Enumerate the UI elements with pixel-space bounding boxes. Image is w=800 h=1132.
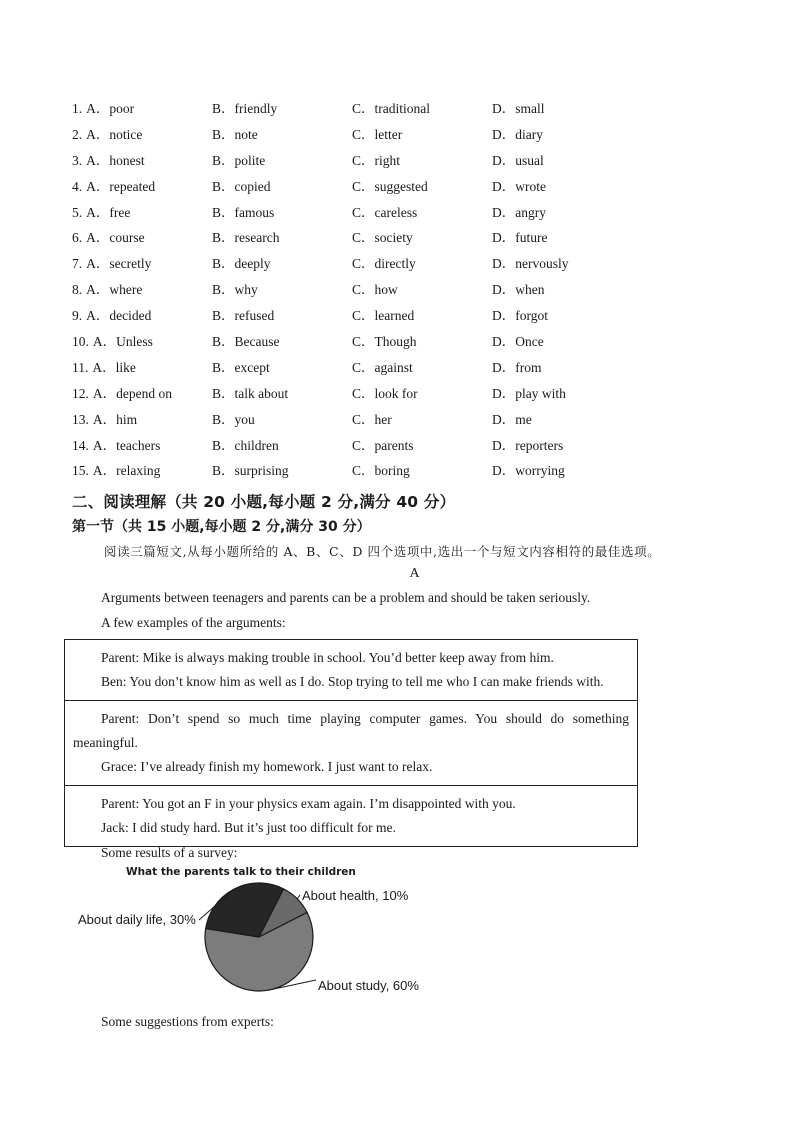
option-d: D．diary bbox=[492, 126, 543, 142]
option-row bbox=[72, 120, 612, 146]
dialogue-line: Ben: You don’t know him as well as I do. Stop trying to tell me who I can make friends with. bbox=[101, 674, 604, 689]
question-number: 6. bbox=[72, 230, 83, 246]
dialogue-line: Parent: Mike is always making trouble in school. You’d better keep away from him. bbox=[101, 650, 554, 665]
question-number: 9. bbox=[72, 308, 83, 324]
option-row bbox=[72, 353, 612, 379]
option-d: D．reporters bbox=[492, 437, 564, 453]
question-number: 5. bbox=[72, 204, 83, 220]
option-b: B．you bbox=[212, 411, 255, 427]
option-c: C．right bbox=[352, 152, 401, 168]
option-d: D．me bbox=[492, 411, 532, 427]
option-c: C．suggested bbox=[352, 178, 428, 194]
option-b: B．note bbox=[212, 126, 258, 142]
option-c: C．look for bbox=[352, 385, 418, 401]
dialogue-jack bbox=[65, 786, 637, 846]
question-number: 14. bbox=[72, 437, 89, 453]
option-c: C．traditional bbox=[352, 100, 430, 116]
option-a-cell bbox=[72, 356, 212, 376]
subsection-title: 第一节（共 15 小题,每小题 2 分,满分 30 分） bbox=[72, 519, 371, 535]
option-a-cell bbox=[72, 408, 212, 428]
option-row bbox=[72, 198, 612, 224]
dialogue-grace bbox=[65, 701, 637, 786]
question-number: 11. bbox=[72, 359, 89, 375]
question-number: 10. bbox=[72, 333, 89, 349]
question-number: 3. bbox=[72, 152, 83, 168]
chart-title: What the parents talk to their children bbox=[126, 866, 356, 878]
option-row bbox=[72, 275, 612, 301]
option-a: A．depend on bbox=[92, 385, 172, 401]
question-number: 7. bbox=[72, 256, 83, 272]
option-b: B．refused bbox=[212, 308, 275, 324]
option-row bbox=[72, 146, 612, 172]
option-a-cell bbox=[72, 382, 212, 402]
survey-intro: Some results of a survey: bbox=[101, 845, 238, 860]
option-a: A．teachers bbox=[92, 437, 161, 453]
option-a: A．relaxing bbox=[92, 463, 161, 479]
option-a: A．secretly bbox=[86, 256, 152, 272]
option-d: D．play with bbox=[492, 385, 566, 401]
option-row bbox=[72, 301, 612, 327]
option-c: C．boring bbox=[352, 463, 410, 479]
option-c: C．her bbox=[352, 411, 392, 427]
option-b: B．except bbox=[212, 359, 270, 375]
option-d: D．nervously bbox=[492, 256, 569, 272]
option-d: D．small bbox=[492, 100, 545, 116]
option-c: C．learned bbox=[352, 308, 415, 324]
option-b: B．famous bbox=[212, 204, 275, 220]
option-c: C．against bbox=[352, 359, 413, 375]
option-a-cell bbox=[72, 226, 212, 246]
question-number: 13. bbox=[72, 411, 89, 427]
option-b: B．friendly bbox=[212, 100, 278, 116]
option-a-cell bbox=[72, 304, 212, 324]
option-c: C．directly bbox=[352, 256, 416, 272]
passage-label: A bbox=[409, 566, 420, 581]
option-b: B．children bbox=[212, 437, 279, 453]
pie-label-health: About health, 10% bbox=[302, 888, 409, 903]
option-a: A．like bbox=[92, 359, 136, 375]
option-row bbox=[72, 431, 612, 457]
option-a: A．him bbox=[92, 411, 138, 427]
dialogue-line: Parent: Don’t spend so much time playing computer games. You should do something meaningful. bbox=[73, 711, 629, 750]
pie-chart bbox=[72, 862, 432, 1012]
option-a: A．free bbox=[86, 204, 131, 220]
option-b: B．research bbox=[212, 230, 280, 246]
dialogue-line: Grace: I’ve already finish my homework. I just want to relax. bbox=[101, 759, 433, 774]
option-c: C．parents bbox=[352, 437, 414, 453]
option-a-cell bbox=[72, 149, 212, 169]
option-row bbox=[72, 249, 612, 275]
option-row bbox=[72, 405, 612, 431]
dialogue-line: Parent: You got an F in your physics exam again. I’m disappointed with you. bbox=[101, 796, 516, 811]
option-b: B．copied bbox=[212, 178, 271, 194]
option-d: D．angry bbox=[492, 204, 546, 220]
question-number: 8. bbox=[72, 282, 83, 298]
option-row bbox=[72, 172, 612, 198]
option-a: A．repeated bbox=[86, 178, 156, 194]
suggestions-intro: Some suggestions from experts: bbox=[101, 1014, 274, 1029]
option-a-cell bbox=[72, 278, 212, 298]
dialogue-ben bbox=[65, 640, 637, 701]
option-b: B．surprising bbox=[212, 463, 289, 479]
option-row bbox=[72, 223, 612, 249]
option-a: A．poor bbox=[86, 100, 135, 116]
section-title: 二、阅读理解（共 20 小题,每小题 2 分,满分 40 分） bbox=[72, 493, 456, 511]
option-row bbox=[72, 379, 612, 405]
option-d: D．forgot bbox=[492, 308, 548, 324]
option-row bbox=[72, 456, 612, 482]
cloze-options-table bbox=[72, 94, 612, 482]
option-b: B．why bbox=[212, 282, 258, 298]
option-a-cell bbox=[72, 175, 212, 195]
question-number: 12. bbox=[72, 385, 89, 401]
option-d: D．when bbox=[492, 282, 545, 298]
examples-intro: A few examples of the arguments: bbox=[101, 615, 286, 630]
option-c: C．society bbox=[352, 230, 413, 246]
option-a: A．course bbox=[86, 230, 145, 246]
passage-intro: Arguments between teenagers and parents can be a problem and should be taken seriously. bbox=[101, 590, 591, 605]
question-number: 4. bbox=[72, 178, 83, 194]
option-d: D．wrote bbox=[492, 178, 546, 194]
option-c: C．careless bbox=[352, 204, 418, 220]
question-number: 1. bbox=[72, 100, 83, 116]
option-a-cell bbox=[72, 123, 212, 143]
question-number: 2. bbox=[72, 126, 83, 142]
option-a-cell bbox=[72, 330, 212, 350]
option-c: C．how bbox=[352, 282, 398, 298]
dialogue-line: Jack: I did study hard. But it’s just too difficult for me. bbox=[101, 820, 396, 835]
option-d: D．usual bbox=[492, 152, 544, 168]
option-b: B．talk about bbox=[212, 385, 289, 401]
pie-label-daily-life: About daily life, 30% bbox=[78, 912, 196, 927]
question-number: 15. bbox=[72, 463, 89, 479]
option-a: A．where bbox=[86, 282, 143, 298]
option-a: A．notice bbox=[86, 126, 143, 142]
option-b: B．deeply bbox=[212, 256, 271, 272]
option-a: A．decided bbox=[86, 308, 152, 324]
option-c: C．Though bbox=[352, 333, 417, 349]
option-a-cell bbox=[72, 201, 212, 221]
option-a-cell bbox=[72, 459, 212, 479]
option-a-cell bbox=[72, 97, 212, 117]
option-row bbox=[72, 94, 612, 120]
option-c: C．letter bbox=[352, 126, 403, 142]
option-a-cell bbox=[72, 252, 212, 272]
instruction-text: 阅读三篇短文,从每小题所给的 A、B、C、D 四个选项中,选出一个与短文内容相符的最佳选项。 bbox=[104, 544, 661, 559]
option-row bbox=[72, 327, 612, 353]
leader-line-health bbox=[297, 895, 300, 899]
pie-label-study: About study, 60% bbox=[318, 978, 419, 993]
option-a: A．honest bbox=[86, 152, 145, 168]
dialogue-box bbox=[64, 639, 638, 847]
option-a-cell bbox=[72, 434, 212, 454]
option-d: D．Once bbox=[492, 333, 544, 349]
option-b: B．polite bbox=[212, 152, 266, 168]
option-a: A．Unless bbox=[92, 333, 153, 349]
option-d: D．from bbox=[492, 359, 542, 375]
option-d: D．future bbox=[492, 230, 548, 246]
option-b: B．Because bbox=[212, 333, 280, 349]
option-d: D．worrying bbox=[492, 463, 565, 479]
